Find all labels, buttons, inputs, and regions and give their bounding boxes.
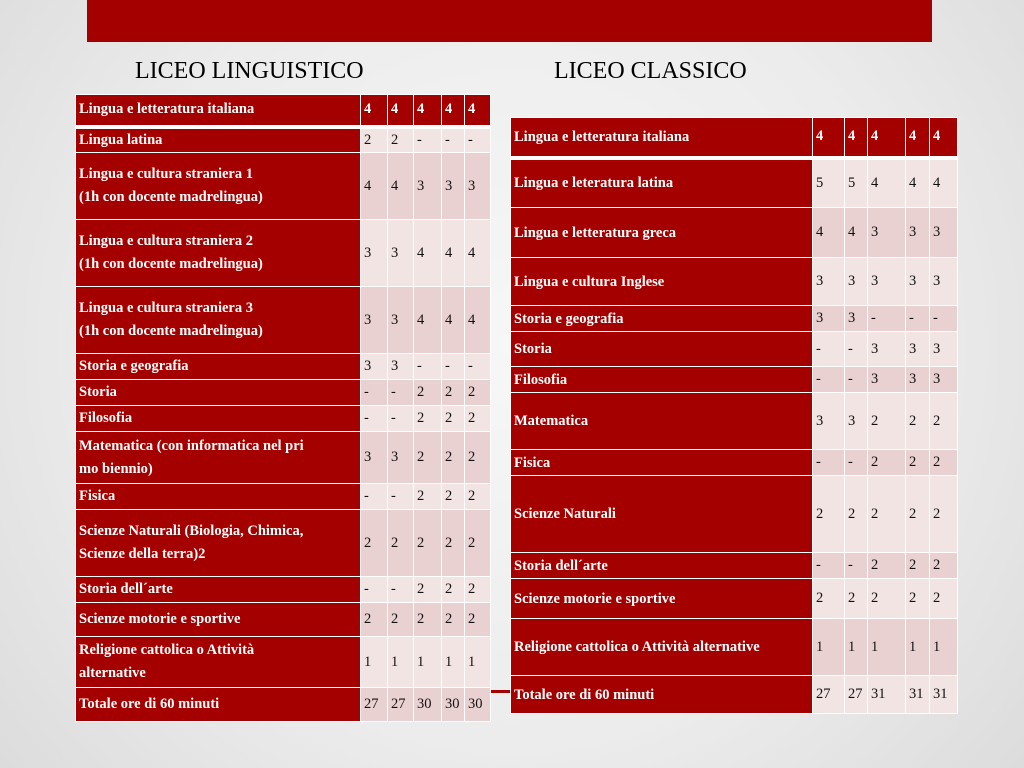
hours-cell-year-2: - xyxy=(388,380,414,406)
schedule-row xyxy=(511,579,958,619)
subject-label: Religione cattolica o Attività xyxy=(79,642,255,658)
hours-cell-year-1: - xyxy=(813,332,845,367)
subject-label: Scienze Naturali xyxy=(514,506,616,522)
hours-cell-year-1: 3 xyxy=(361,287,388,354)
hours-cell-year-5: 2 xyxy=(465,577,491,603)
hours-cell-year-4: 3 xyxy=(906,367,930,393)
subject-label: Totale ore di 60 minuti xyxy=(79,696,220,712)
hours-cell-year-3: 2 xyxy=(868,476,906,553)
subject-cell xyxy=(511,158,813,208)
hours-cell-year-1: - xyxy=(361,380,388,406)
hours-cell-year-3: 3 xyxy=(868,332,906,367)
hours-cell-year-2: 4 xyxy=(388,153,414,220)
subject-cell xyxy=(511,118,813,158)
subject-cell xyxy=(511,579,813,619)
hours-cell-year-3: 2 xyxy=(414,380,442,406)
subject-cell xyxy=(511,676,813,714)
hours-cell-year-3: 1 xyxy=(414,637,442,688)
subject-cell xyxy=(511,306,813,332)
hours-cell-year-4: - xyxy=(442,127,465,153)
schedule-row xyxy=(76,406,491,432)
subject-label: (1h con docente madrelingua) xyxy=(79,189,263,205)
schedule-row xyxy=(511,450,958,476)
hours-cell-year-1: 3 xyxy=(813,306,845,332)
subject-label: Storia e geografia xyxy=(79,358,189,374)
schedule-row xyxy=(511,393,958,450)
hours-cell-year-1: 1 xyxy=(813,619,845,676)
hours-cell-year-3: 2 xyxy=(414,603,442,637)
subject-label: Lingua e cultura straniera 3 xyxy=(79,300,253,316)
hours-cell-year-5: 3 xyxy=(930,367,958,393)
hours-cell-year-1: 3 xyxy=(813,258,845,306)
schedule-row xyxy=(511,476,958,553)
hours-cell-year-4: 2 xyxy=(442,380,465,406)
hours-cell-year-4: 3 xyxy=(906,332,930,367)
hours-cell-year-5: 2 xyxy=(465,603,491,637)
schedule-row xyxy=(76,603,491,637)
top-banner xyxy=(87,0,932,42)
hours-cell-year-3: 2 xyxy=(868,393,906,450)
hours-cell-year-2: 3 xyxy=(845,393,868,450)
hours-cell-year-3: 3 xyxy=(868,208,906,258)
hours-cell-year-3: 30 xyxy=(414,688,442,722)
subject-cell xyxy=(511,332,813,367)
hours-cell-year-1: 4 xyxy=(813,208,845,258)
hours-cell-year-3: 4 xyxy=(414,95,442,127)
subject-label: Storia e geografia xyxy=(514,310,624,327)
schedule-row xyxy=(76,287,491,354)
hours-cell-year-5: 2 xyxy=(930,579,958,619)
hours-cell-year-4: 4 xyxy=(906,158,930,208)
hours-cell-year-5: - xyxy=(465,127,491,153)
subject-cell xyxy=(76,577,361,603)
hours-cell-year-1: - xyxy=(813,367,845,393)
hours-cell-year-5: 4 xyxy=(465,287,491,354)
hours-cell-year-5: 2 xyxy=(930,393,958,450)
hours-cell-year-5: 2 xyxy=(465,510,491,577)
hours-cell-year-1: 2 xyxy=(361,603,388,637)
hours-cell-year-3: 2 xyxy=(414,484,442,510)
hours-cell-year-1: 4 xyxy=(361,95,388,127)
subject-cell xyxy=(76,127,361,153)
subject-label: mo biennio) xyxy=(79,460,153,477)
hours-cell-year-1: 3 xyxy=(361,354,388,380)
subject-cell xyxy=(76,220,361,287)
hours-cell-year-3: 2 xyxy=(414,432,442,484)
subject-label: Scienze Naturali (Biologia, Chimica, xyxy=(79,523,304,539)
hours-cell-year-2: 3 xyxy=(388,432,414,484)
hours-cell-year-4: 2 xyxy=(442,510,465,577)
hours-cell-year-2: 3 xyxy=(845,258,868,306)
hours-cell-year-4: 2 xyxy=(906,579,930,619)
hours-cell-year-4: 3 xyxy=(442,153,465,220)
subject-cell xyxy=(76,354,361,380)
hours-cell-year-3: 4 xyxy=(868,158,906,208)
hours-cell-year-5: 3 xyxy=(930,332,958,367)
hours-cell-year-3: 4 xyxy=(868,118,906,158)
hours-cell-year-2: 3 xyxy=(388,354,414,380)
subject-label: Religione cattolica o Attività alternative xyxy=(514,639,760,655)
subject-label: Filosofia xyxy=(79,410,133,426)
hours-cell-year-3: 3 xyxy=(868,367,906,393)
hours-cell-year-1: 27 xyxy=(813,676,845,714)
hours-cell-year-1: 5 xyxy=(813,158,845,208)
hours-cell-year-2: - xyxy=(388,577,414,603)
subject-label: Totale ore di 60 minuti xyxy=(514,686,655,703)
hours-cell-year-2: 3 xyxy=(845,306,868,332)
hours-cell-year-1: 4 xyxy=(361,153,388,220)
hours-cell-year-3: 4 xyxy=(414,287,442,354)
hours-cell-year-2: 2 xyxy=(388,510,414,577)
hours-cell-year-2: - xyxy=(845,332,868,367)
hours-cell-year-3: - xyxy=(868,306,906,332)
subject-cell xyxy=(511,367,813,393)
subject-cell xyxy=(76,432,361,484)
subject-label: (1h con docente madrelingua) xyxy=(79,323,263,339)
hours-cell-year-3: 2 xyxy=(414,577,442,603)
hours-cell-year-3: 3 xyxy=(414,153,442,220)
hours-cell-year-1: 27 xyxy=(361,688,388,722)
classico-schedule-table xyxy=(510,117,958,714)
hours-cell-year-1: 3 xyxy=(361,220,388,287)
hours-cell-year-1: 2 xyxy=(813,476,845,553)
hours-cell-year-5: 30 xyxy=(465,688,491,722)
hours-cell-year-4: 30 xyxy=(442,688,465,722)
hours-cell-year-4: 2 xyxy=(906,553,930,579)
subject-cell xyxy=(76,688,361,722)
subject-label: Matematica xyxy=(514,413,589,429)
hours-cell-year-2: 27 xyxy=(388,688,414,722)
subject-cell xyxy=(511,450,813,476)
schedule-row xyxy=(76,153,491,220)
liceo-linguistico-title: LICEO LINGUISTICO xyxy=(135,58,364,84)
hours-cell-year-5: 4 xyxy=(465,95,491,127)
hours-cell-year-4: 1 xyxy=(442,637,465,688)
hours-cell-year-4: 4 xyxy=(442,287,465,354)
subject-cell xyxy=(511,553,813,579)
schedule-row xyxy=(511,619,958,676)
subject-label: Lingua e letteratura italiana xyxy=(514,128,690,145)
hours-cell-year-2: - xyxy=(388,484,414,510)
hours-cell-year-4: 2 xyxy=(906,476,930,553)
hours-cell-year-1: - xyxy=(361,484,388,510)
subject-cell xyxy=(76,637,361,688)
hours-cell-year-5: - xyxy=(930,306,958,332)
hours-cell-year-4: 2 xyxy=(906,450,930,476)
hours-cell-year-4: 3 xyxy=(906,208,930,258)
schedule-row xyxy=(511,676,958,714)
subject-label: Storia dell´arte xyxy=(514,557,608,574)
hours-cell-year-1: 3 xyxy=(813,393,845,450)
subject-label: Storia xyxy=(514,341,552,357)
subject-cell xyxy=(511,619,813,676)
hours-cell-year-3: 2 xyxy=(868,579,906,619)
hours-cell-year-4: 4 xyxy=(442,95,465,127)
schedule-row xyxy=(76,432,491,484)
subject-cell xyxy=(511,258,813,306)
schedule-row xyxy=(76,484,491,510)
schedule-row xyxy=(76,95,491,127)
hours-cell-year-4: 2 xyxy=(442,577,465,603)
hours-cell-year-1: 2 xyxy=(813,579,845,619)
subject-label: Lingua e leteratura latina xyxy=(514,175,674,192)
schedule-row xyxy=(511,258,958,306)
schedule-row xyxy=(76,688,491,722)
hours-cell-year-4: - xyxy=(442,354,465,380)
subject-cell xyxy=(511,393,813,450)
subject-label: Lingua e letteratura greca xyxy=(514,224,677,241)
subject-label: Fisica xyxy=(79,488,116,504)
subject-cell xyxy=(511,476,813,553)
schedule-row xyxy=(511,332,958,367)
hours-cell-year-3: 1 xyxy=(868,619,906,676)
subject-label: Lingua e cultura straniera 2 xyxy=(79,233,253,249)
hours-cell-year-2: - xyxy=(388,406,414,432)
hours-cell-year-2: 4 xyxy=(845,208,868,258)
subject-cell xyxy=(76,510,361,577)
schedule-row xyxy=(76,354,491,380)
subject-label: Scienze motorie e sportive xyxy=(514,590,676,607)
hours-cell-year-3: 31 xyxy=(868,676,906,714)
linguistico-schedule-table xyxy=(75,94,491,722)
hours-cell-year-1: 2 xyxy=(361,127,388,153)
hours-cell-year-5: 3 xyxy=(465,153,491,220)
hours-cell-year-5: 3 xyxy=(930,208,958,258)
subject-label: Storia dell´arte xyxy=(79,581,173,597)
subject-cell xyxy=(76,95,361,127)
hours-cell-year-1: - xyxy=(361,577,388,603)
hours-cell-year-4: 2 xyxy=(906,393,930,450)
schedule-row xyxy=(511,158,958,208)
hours-cell-year-4: 4 xyxy=(442,220,465,287)
hours-cell-year-2: 4 xyxy=(845,118,868,158)
hours-cell-year-2: 4 xyxy=(388,95,414,127)
subject-cell xyxy=(76,484,361,510)
schedule-row xyxy=(511,553,958,579)
hours-cell-year-1: 1 xyxy=(361,637,388,688)
connector-line xyxy=(489,690,510,693)
hours-cell-year-4: 3 xyxy=(906,258,930,306)
schedule-row xyxy=(511,367,958,393)
hours-cell-year-3: 2 xyxy=(414,510,442,577)
subject-label: Lingua e cultura Inglese xyxy=(514,273,665,290)
hours-cell-year-5: 4 xyxy=(930,158,958,208)
hours-cell-year-4: 2 xyxy=(442,406,465,432)
hours-cell-year-2: - xyxy=(845,367,868,393)
hours-cell-year-3: 3 xyxy=(868,258,906,306)
hours-cell-year-2: - xyxy=(845,553,868,579)
hours-cell-year-5: 2 xyxy=(930,553,958,579)
subject-label: Matematica (con informatica nel pri xyxy=(79,437,304,454)
hours-cell-year-2: 1 xyxy=(388,637,414,688)
hours-cell-year-5: 4 xyxy=(930,118,958,158)
subject-label: Scienze della terra)2 xyxy=(79,546,206,562)
hours-cell-year-2: 2 xyxy=(388,603,414,637)
liceo-classico-title: LICEO CLASSICO xyxy=(554,58,747,84)
subject-cell xyxy=(76,287,361,354)
schedule-row xyxy=(76,127,491,153)
hours-cell-year-5: 1 xyxy=(465,637,491,688)
hours-cell-year-3: - xyxy=(414,354,442,380)
schedule-row xyxy=(76,510,491,577)
hours-cell-year-2: 2 xyxy=(845,476,868,553)
subject-label: Lingua e letteratura italiana xyxy=(79,101,255,118)
subject-label: Scienze motorie e sportive xyxy=(79,611,241,627)
subject-label: Lingua latina xyxy=(79,131,163,148)
schedule-row xyxy=(76,637,491,688)
hours-cell-year-5: 2 xyxy=(465,432,491,484)
hours-cell-year-1: - xyxy=(361,406,388,432)
subject-cell xyxy=(76,380,361,406)
subject-label: Lingua e cultura straniera 1 xyxy=(79,166,253,182)
hours-cell-year-2: 3 xyxy=(388,287,414,354)
hours-cell-year-5: 2 xyxy=(930,476,958,553)
hours-cell-year-4: 31 xyxy=(906,676,930,714)
subject-label: Storia xyxy=(79,384,117,400)
subject-cell xyxy=(76,603,361,637)
hours-cell-year-4: 2 xyxy=(442,432,465,484)
hours-cell-year-5: 4 xyxy=(465,220,491,287)
hours-cell-year-1: 2 xyxy=(361,510,388,577)
hours-cell-year-3: 2 xyxy=(868,450,906,476)
schedule-row xyxy=(511,306,958,332)
hours-cell-year-2: 2 xyxy=(845,579,868,619)
hours-cell-year-4: 2 xyxy=(442,484,465,510)
hours-cell-year-4: 2 xyxy=(442,603,465,637)
subject-cell xyxy=(76,406,361,432)
schedule-row xyxy=(76,577,491,603)
hours-cell-year-5: 1 xyxy=(930,619,958,676)
schedule-row xyxy=(76,380,491,406)
hours-cell-year-2: - xyxy=(845,450,868,476)
hours-cell-year-5: 2 xyxy=(465,484,491,510)
hours-cell-year-1: - xyxy=(813,553,845,579)
subject-label: (1h con docente madrelingua) xyxy=(79,256,263,272)
schedule-row xyxy=(511,118,958,158)
hours-cell-year-5: 31 xyxy=(930,676,958,714)
hours-cell-year-1: 4 xyxy=(813,118,845,158)
hours-cell-year-2: 5 xyxy=(845,158,868,208)
hours-cell-year-2: 3 xyxy=(388,220,414,287)
schedule-row xyxy=(511,208,958,258)
hours-cell-year-4: 1 xyxy=(906,619,930,676)
hours-cell-year-1: - xyxy=(813,450,845,476)
hours-cell-year-2: 2 xyxy=(388,127,414,153)
hours-cell-year-3: 4 xyxy=(414,220,442,287)
subject-cell xyxy=(511,208,813,258)
hours-cell-year-5: 3 xyxy=(930,258,958,306)
hours-cell-year-4: 4 xyxy=(906,118,930,158)
subject-label: alternative xyxy=(79,665,146,681)
subject-cell xyxy=(76,153,361,220)
hours-cell-year-4: - xyxy=(906,306,930,332)
hours-cell-year-2: 27 xyxy=(845,676,868,714)
hours-cell-year-5: 2 xyxy=(930,450,958,476)
schedule-row xyxy=(76,220,491,287)
hours-cell-year-2: 1 xyxy=(845,619,868,676)
hours-cell-year-3: - xyxy=(414,127,442,153)
hours-cell-year-3: 2 xyxy=(414,406,442,432)
hours-cell-year-3: 2 xyxy=(868,553,906,579)
subject-label: Filosofia xyxy=(514,371,568,388)
hours-cell-year-1: 3 xyxy=(361,432,388,484)
hours-cell-year-5: - xyxy=(465,354,491,380)
subject-label: Fisica xyxy=(514,454,551,471)
hours-cell-year-5: 2 xyxy=(465,406,491,432)
hours-cell-year-5: 2 xyxy=(465,380,491,406)
